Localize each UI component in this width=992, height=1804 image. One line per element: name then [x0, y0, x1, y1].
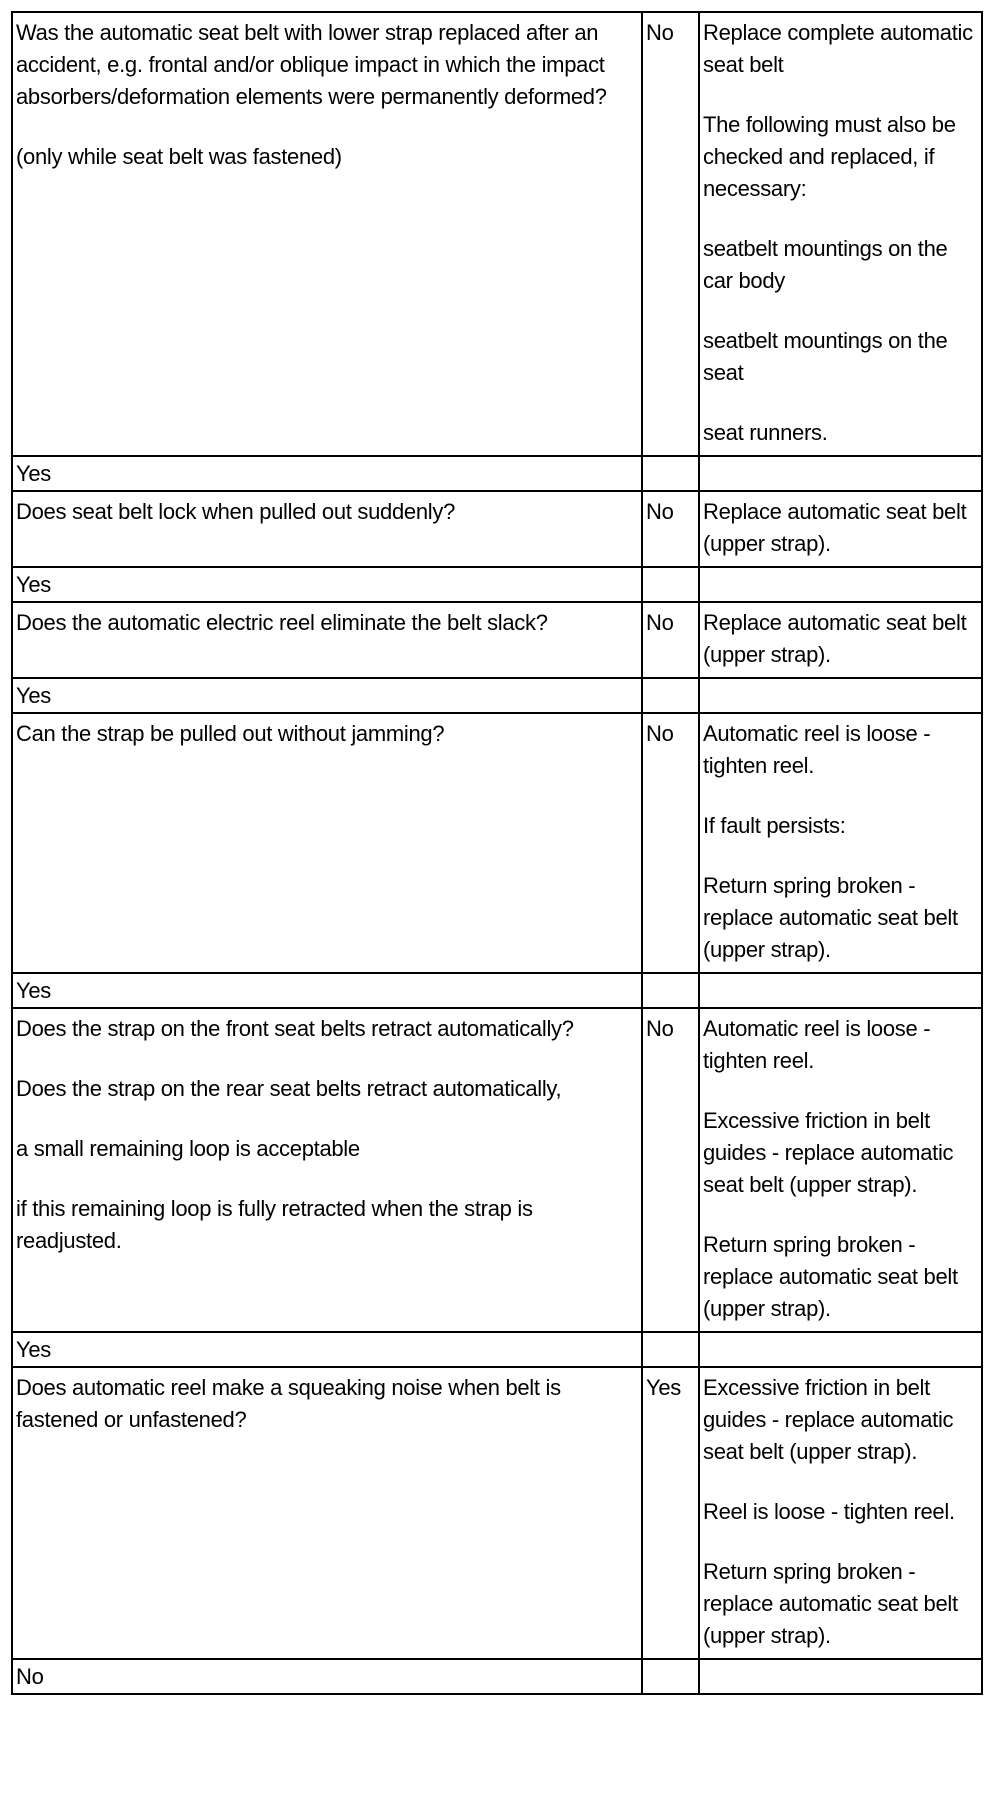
- action-text: seat runners.: [703, 420, 828, 445]
- question-text: Was the automatic seat belt with lower strap replaced after an accident, e.g. frontal and/or oblique impact in which the impact absorbers/deformation elements were permanently deformed?: [16, 20, 607, 109]
- action-text: seatbelt mountings on the seat: [703, 328, 948, 385]
- outcome-row: [12, 1659, 982, 1694]
- outcome-cell: Yes: [12, 678, 642, 713]
- action-cell: [699, 602, 982, 678]
- check-row: [12, 602, 982, 678]
- empty-cell: [642, 1659, 699, 1694]
- seat-belt-diagnostic-table: [11, 11, 983, 1695]
- action-cell: [699, 12, 982, 456]
- diagnostic-table-body: [12, 12, 982, 1694]
- outcome-row: [12, 567, 982, 602]
- empty-cell: [642, 456, 699, 491]
- question-text: (only while seat belt was fastened): [16, 144, 342, 169]
- action-cell: [699, 1367, 982, 1659]
- check-row: [12, 1367, 982, 1659]
- action-text: If fault persists:: [703, 813, 846, 838]
- outcome-cell: No: [12, 1659, 642, 1694]
- action-text: Return spring broken - replace automatic seat belt (upper strap).: [703, 1232, 958, 1321]
- question-text: if this remaining loop is fully retracted when the strap is readjusted.: [16, 1196, 533, 1253]
- answer-cell: No: [642, 12, 699, 456]
- answer-cell: No: [642, 602, 699, 678]
- outcome-row: [12, 456, 982, 491]
- question-text: Does the strap on the rear seat belts retract automatically,: [16, 1076, 562, 1101]
- outcome-cell: Yes: [12, 456, 642, 491]
- question-cell: [12, 491, 642, 567]
- check-row: [12, 713, 982, 973]
- answer-cell: No: [642, 491, 699, 567]
- question-cell: [12, 713, 642, 973]
- action-text: Return spring broken - replace automatic seat belt (upper strap).: [703, 873, 958, 962]
- action-text: Return spring broken - replace automatic seat belt (upper strap).: [703, 1559, 958, 1648]
- empty-cell: [699, 1659, 982, 1694]
- action-cell: [699, 1008, 982, 1332]
- outcome-row: [12, 678, 982, 713]
- empty-cell: [699, 973, 982, 1008]
- outcome-row: [12, 1332, 982, 1367]
- question-text: Does the automatic electric reel eliminate the belt slack?: [16, 610, 548, 635]
- check-row: [12, 1008, 982, 1332]
- answer-cell: No: [642, 713, 699, 973]
- action-text: seatbelt mountings on the car body: [703, 236, 948, 293]
- empty-cell: [699, 567, 982, 602]
- answer-cell: No: [642, 1008, 699, 1332]
- action-cell: [699, 713, 982, 973]
- outcome-cell: Yes: [12, 567, 642, 602]
- answer-cell: Yes: [642, 1367, 699, 1659]
- action-text: Excessive friction in belt guides - replace automatic seat belt (upper strap).: [703, 1108, 954, 1197]
- empty-cell: [699, 456, 982, 491]
- question-text: Does seat belt lock when pulled out suddenly?: [16, 499, 456, 524]
- check-row: [12, 12, 982, 456]
- outcome-cell: Yes: [12, 973, 642, 1008]
- action-text: Replace complete automatic seat belt: [703, 20, 973, 77]
- question-text: Does the strap on the front seat belts retract automatically?: [16, 1016, 574, 1041]
- question-cell: [12, 1008, 642, 1332]
- check-row: [12, 491, 982, 567]
- action-text: Excessive friction in belt guides - replace automatic seat belt (upper strap).: [703, 1375, 954, 1464]
- question-cell: [12, 12, 642, 456]
- question-text: Does automatic reel make a squeaking noise when belt is fastened or unfastened?: [16, 1375, 561, 1432]
- empty-cell: [642, 973, 699, 1008]
- empty-cell: [642, 567, 699, 602]
- question-text: Can the strap be pulled out without jamming?: [16, 721, 445, 746]
- empty-cell: [699, 678, 982, 713]
- action-text: Replace automatic seat belt (upper strap).: [703, 499, 967, 556]
- outcome-cell: Yes: [12, 1332, 642, 1367]
- action-text: Automatic reel is loose - tighten reel.: [703, 1016, 931, 1073]
- action-text: The following must also be checked and replaced, if necessary:: [703, 112, 956, 201]
- action-text: Reel is loose - tighten reel.: [703, 1499, 955, 1524]
- action-cell: [699, 491, 982, 567]
- empty-cell: [642, 678, 699, 713]
- empty-cell: [642, 1332, 699, 1367]
- question-text: a small remaining loop is acceptable: [16, 1136, 360, 1161]
- action-text: Automatic reel is loose - tighten reel.: [703, 721, 931, 778]
- question-cell: [12, 1367, 642, 1659]
- empty-cell: [699, 1332, 982, 1367]
- question-cell: [12, 602, 642, 678]
- diagnostic-sheet: [11, 11, 983, 1695]
- outcome-row: [12, 973, 982, 1008]
- action-text: Replace automatic seat belt (upper strap).: [703, 610, 967, 667]
